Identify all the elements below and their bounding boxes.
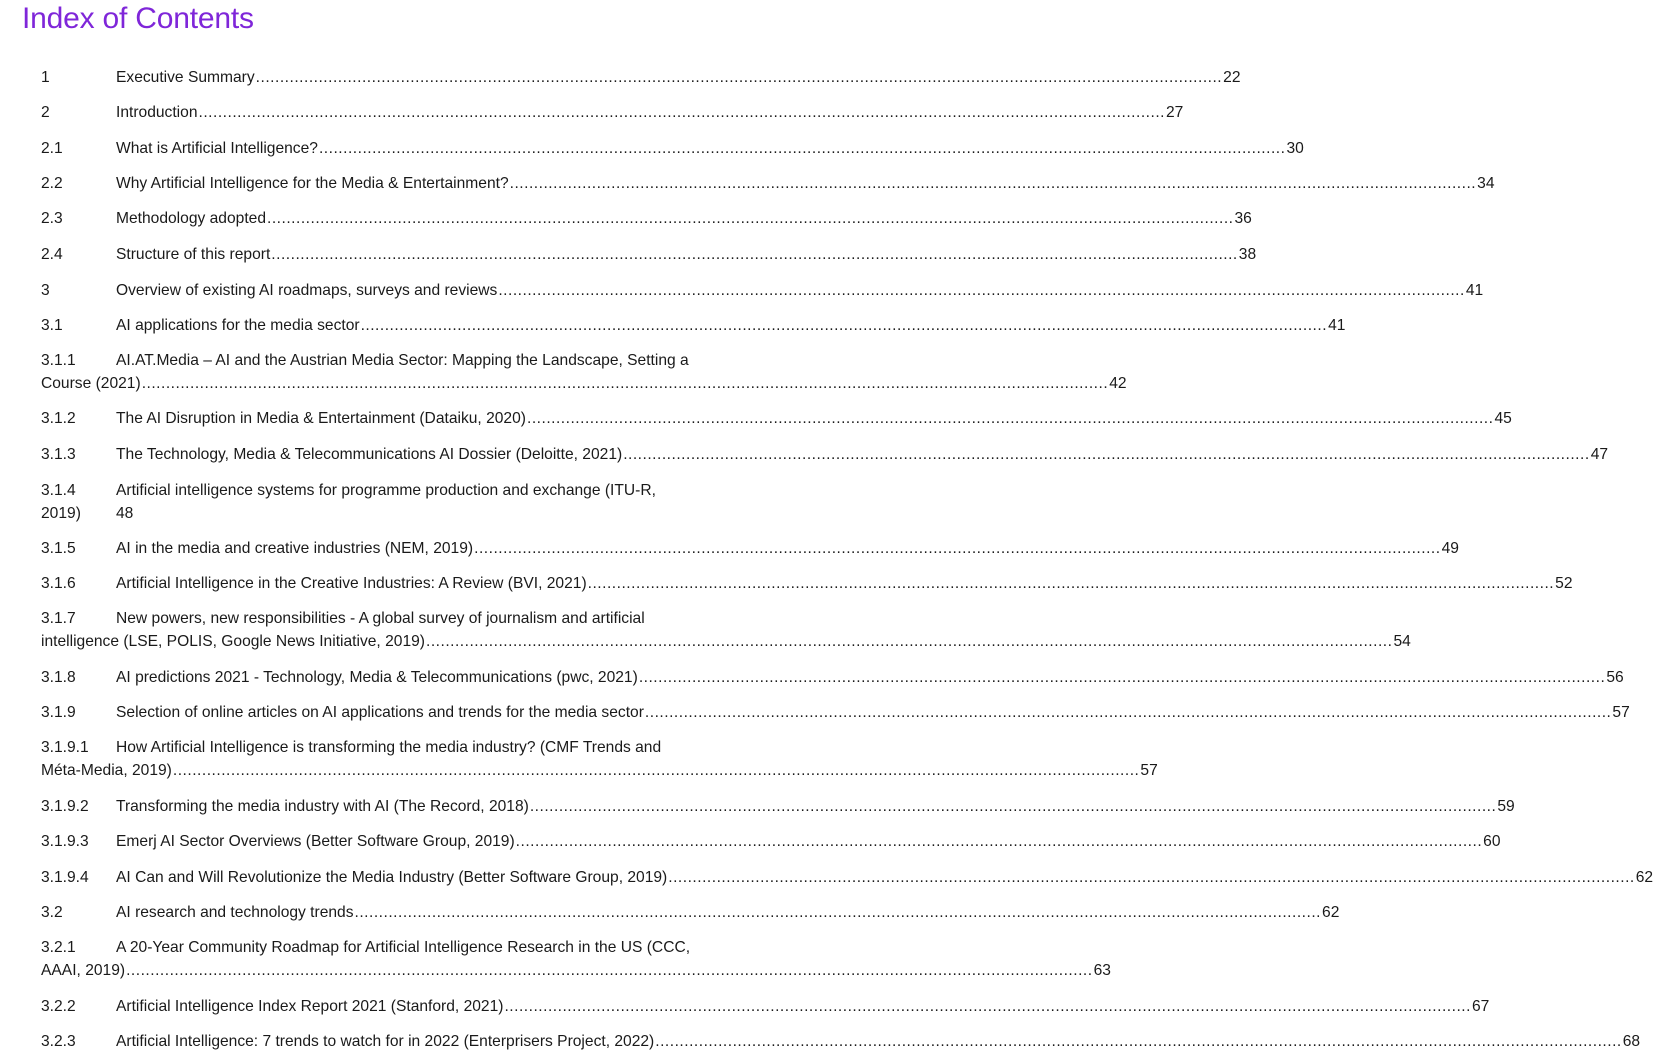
toc-page: 62 xyxy=(1322,904,1340,921)
toc-entry-3-1-3[interactable] xyxy=(41,443,1609,466)
toc-title: The AI Disruption in Media & Entertainment (Dataiku, 2020) xyxy=(116,410,526,427)
toc-page: 49 xyxy=(1441,540,1459,557)
toc-number: 3.1.1 xyxy=(41,352,76,369)
toc-entry-2-2[interactable] xyxy=(41,172,1495,195)
dot-leader: ........................................................................................................................................................................................................ xyxy=(668,869,1635,886)
toc-number: 2.4 xyxy=(41,246,63,263)
toc-title: A 20-Year Community Roadmap for Artificial Intelligence Research in the US (CCC, xyxy=(116,939,691,956)
toc-title: AI Can and Will Revolutionize the Media Industry (Better Software Group, 2019) xyxy=(116,869,668,886)
toc-number: 3.1.9 xyxy=(41,704,76,721)
toc-entry-3-2-2[interactable] xyxy=(41,995,1490,1018)
toc-number: 3.1.9.2 xyxy=(41,798,89,815)
toc-number: 3.1.5 xyxy=(41,540,76,557)
toc-entry-3-2-3[interactable] xyxy=(41,1030,1641,1053)
toc-number: 2.2 xyxy=(41,175,63,192)
toc-number: 3.1.4 xyxy=(41,482,76,499)
dot-leader: ........................................................................................................................................................................................................ xyxy=(638,669,1606,686)
toc-title: Selection of online articles on AI applications and trends for the media sector xyxy=(116,704,644,721)
toc-entry-2-3[interactable] xyxy=(41,207,1252,230)
toc-entry-3-2-1[interactable] xyxy=(41,936,1111,982)
toc-page: 42 xyxy=(1109,375,1127,392)
toc-title-continued: AAAI, 2019) xyxy=(41,962,126,979)
toc-entry-2-4[interactable] xyxy=(41,243,1257,266)
toc-title: Artificial Intelligence: 7 trends to watch for in 2022 (Enterprisers Project, 2022) xyxy=(116,1033,655,1050)
toc-page: 62 xyxy=(1635,869,1653,886)
toc-page: 67 xyxy=(1471,998,1490,1015)
toc-title: Transforming the media industry with AI (The Record, 2018) xyxy=(116,798,529,815)
dot-leader: ........................................................................................................................................................................................................ xyxy=(655,1033,1622,1050)
dot-leader: ........................................................................................................................................................................................................ xyxy=(644,704,1612,721)
toc-page: 57 xyxy=(1140,762,1158,779)
toc-page: 57 xyxy=(1612,704,1630,721)
toc-entry-3-1[interactable] xyxy=(41,314,1346,337)
toc-number: 3.1 xyxy=(41,317,63,334)
toc-entry-3-2[interactable] xyxy=(41,901,1340,924)
toc-entry-3-1-9-1[interactable] xyxy=(41,736,1158,782)
toc-page: 52 xyxy=(1555,575,1573,592)
toc-page: 54 xyxy=(1393,633,1411,650)
toc-page: 60 xyxy=(1483,833,1501,850)
toc-page: 27 xyxy=(1166,104,1184,121)
toc-title: AI applications for the media sector xyxy=(116,317,360,334)
dot-leader: ........................................................................................................................................................................................................ xyxy=(504,998,1471,1015)
toc-title: AI in the media and creative industries (NEM, 2019) xyxy=(116,540,474,557)
dot-leader: ........................................................................................................................................................................................................ xyxy=(126,962,1093,979)
toc-title: Why Artificial Intelligence for the Media & Entertainment? xyxy=(116,175,509,192)
toc-number: 2.1 xyxy=(41,140,63,157)
toc-title: Executive Summary xyxy=(116,69,255,86)
toc-page: 47 xyxy=(1590,446,1609,463)
page-title: Index of Contents xyxy=(22,2,254,35)
toc-page: 30 xyxy=(1286,140,1304,157)
dot-leader: ........................................................................................................................................................................................................ xyxy=(198,104,1165,121)
dot-leader: ........................................................................................................................................................................................................ xyxy=(360,317,1328,334)
toc-entry-3-1-7[interactable] xyxy=(41,607,1411,653)
toc-page: 63 xyxy=(1093,962,1111,979)
toc-number: 3.2.1 xyxy=(41,939,76,956)
dot-leader: ........................................................................................................................................................................................................ xyxy=(354,904,1322,921)
toc-entry-3-1-9-2[interactable] xyxy=(41,795,1515,818)
dot-leader: ........................................................................................................................................................................................................ xyxy=(474,540,1441,557)
dot-leader: ........................................................................................................................................................................................................ xyxy=(509,175,1477,192)
toc-entry-3-1-4[interactable] xyxy=(41,479,751,525)
toc-title: What is Artificial Intelligence? xyxy=(116,140,318,157)
toc-title: Emerj AI Sector Overviews (Better Software Group, 2019) xyxy=(116,833,515,850)
toc-page: 56 xyxy=(1606,669,1624,686)
toc-entry-3-1-1[interactable] xyxy=(41,349,1127,395)
dot-leader: ........................................................................................................................................................................................................ xyxy=(498,282,1465,299)
toc-title-continued: Course (2021) xyxy=(41,375,141,392)
dot-leader: ........................................................................................................................................................................................................ xyxy=(271,246,1238,263)
toc-title: Methodology adopted xyxy=(116,210,266,227)
toc-entry-3-1-9-4[interactable] xyxy=(41,866,1653,889)
toc-number: 3.2 xyxy=(41,904,63,921)
dot-leader: ........................................................................................................................................................................................................ xyxy=(267,210,1234,227)
toc-title-continued: Méta-Media, 2019) xyxy=(41,762,172,779)
toc-page: 59 xyxy=(1497,798,1515,815)
toc-number: 2.3 xyxy=(41,210,63,227)
dot-leader: ........................................................................................................................................................................................................ xyxy=(172,762,1140,779)
toc-title: Artificial Intelligence Index Report 2021 (Stanford, 2021) xyxy=(116,998,504,1015)
toc-number: 1 xyxy=(41,69,50,86)
toc-number: 3.2.2 xyxy=(41,998,76,1015)
dot-leader: ........................................................................................................................................................................................................ xyxy=(587,575,1555,592)
toc-title: The Technology, Media & Telecommunications AI Dossier (Deloitte, 2021) xyxy=(116,446,623,463)
toc-title: New powers, new responsibilities - A global survey of journalism and artificial xyxy=(116,610,645,627)
toc-page: 34 xyxy=(1477,175,1495,192)
toc-entry-3-1-8[interactable] xyxy=(41,666,1624,689)
toc-entry-2-1[interactable] xyxy=(41,137,1304,160)
toc-entry-1[interactable] xyxy=(41,66,1241,89)
toc-title: AI.AT.Media – AI and the Austrian Media Sector: Mapping the Landscape, Setting a xyxy=(116,352,689,369)
toc-entry-3-1-9-3[interactable] xyxy=(41,830,1501,853)
toc-entry-3[interactable] xyxy=(41,279,1484,302)
toc-title: Artificial Intelligence in the Creative Industries: A Review (BVI, 2021) xyxy=(116,575,587,592)
dot-leader: ........................................................................................................................................................................................................ xyxy=(141,375,1109,392)
toc-number: 3.1.6 xyxy=(41,575,76,592)
toc-title: AI research and technology trends xyxy=(116,904,354,921)
toc-number: 3 xyxy=(41,282,50,299)
toc-title: Structure of this report xyxy=(116,246,271,263)
toc-title-continued: intelligence (LSE, POLIS, Google News Initiative, 2019) xyxy=(41,633,425,650)
toc-page: 36 xyxy=(1234,210,1252,227)
toc-entry-3-1-9[interactable] xyxy=(41,701,1630,724)
dot-leader: ........................................................................................................................................................................................................ xyxy=(623,446,1590,463)
dot-leader: ........................................................................................................................................................................................................ xyxy=(526,410,1494,427)
toc-title: AI predictions 2021 - Technology, Media & Telecommunications (pwc, 2021) xyxy=(116,669,638,686)
toc-page: 41 xyxy=(1465,282,1484,299)
toc-page: 68 xyxy=(1622,1033,1641,1050)
toc-number: 3.1.7 xyxy=(41,610,76,627)
toc-page: 38 xyxy=(1238,246,1257,263)
toc-title-continued: 2019) xyxy=(41,505,81,522)
dot-leader: ........................................................................................................................................................................................................ xyxy=(255,69,1223,86)
dot-leader: ........................................................................................................................................................................................................ xyxy=(318,140,1286,157)
toc-number: 3.2.3 xyxy=(41,1033,76,1050)
toc-entry-3-1-2[interactable] xyxy=(41,407,1512,430)
toc-title: How Artificial Intelligence is transforming the media industry? (CMF Trends and xyxy=(116,739,662,756)
toc-page: 22 xyxy=(1223,69,1241,86)
toc-title: Introduction xyxy=(116,104,198,121)
dot-leader: ........................................................................................................................................................................................................ xyxy=(529,798,1497,815)
toc-page: 45 xyxy=(1494,410,1512,427)
toc-number: 3.1.3 xyxy=(41,446,76,463)
toc-number: 3.1.9.3 xyxy=(41,833,89,850)
toc-number: 3.1.8 xyxy=(41,669,76,686)
toc-entry-3-1-5[interactable] xyxy=(41,537,1459,560)
toc-number: 2 xyxy=(41,104,50,121)
dot-leader: ........................................................................................................................................................................................................ xyxy=(425,633,1393,650)
dot-leader: ........................................................................................................................................................................................................ xyxy=(515,833,1483,850)
toc-number: 3.1.9.1 xyxy=(41,739,89,756)
toc-number: 3.1.2 xyxy=(41,410,76,427)
toc-entry-2[interactable] xyxy=(41,101,1184,124)
toc-number: 3.1.9.4 xyxy=(41,869,89,886)
toc-entry-3-1-6[interactable] xyxy=(41,572,1573,595)
toc-title: Artificial intelligence systems for programme production and exchange (ITU-R, xyxy=(116,482,656,499)
toc-page: 41 xyxy=(1328,317,1346,334)
toc-title: Overview of existing AI roadmaps, surveys and reviews xyxy=(116,282,498,299)
toc-page: 48 xyxy=(116,505,134,522)
